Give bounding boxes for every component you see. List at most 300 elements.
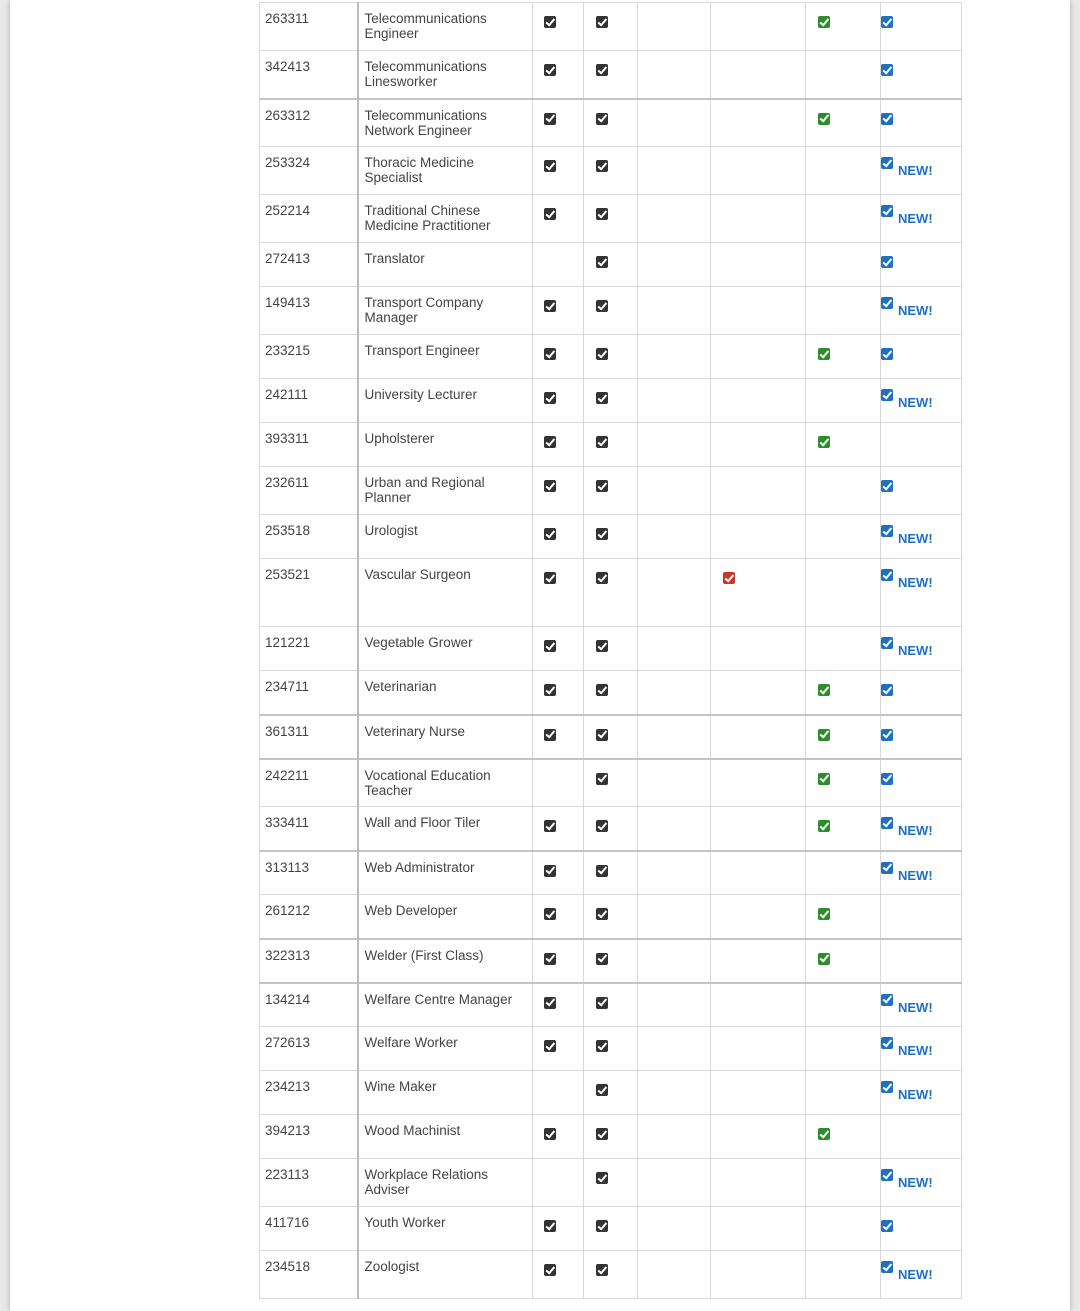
list-cell-c6 bbox=[881, 851, 962, 895]
list-cell-c4 bbox=[711, 983, 806, 1027]
occupation-title-line: Youth Worker bbox=[364, 1215, 446, 1230]
list-2-check-icon bbox=[596, 64, 608, 76]
list-cell-c1 bbox=[533, 1159, 584, 1207]
list-6-check-icon bbox=[881, 256, 893, 268]
list-cell-c4 bbox=[711, 1115, 806, 1159]
list-cell-c1 bbox=[533, 515, 584, 559]
list-cell-c4 bbox=[711, 467, 806, 515]
list-cell-c5 bbox=[806, 287, 881, 335]
table-row bbox=[260, 195, 962, 243]
list-cell-c1 bbox=[533, 423, 584, 467]
list-1-check-icon bbox=[544, 1128, 556, 1140]
list-cell-c2 bbox=[584, 99, 638, 147]
list-cell-c3 bbox=[638, 1027, 711, 1071]
occupation-title bbox=[358, 1251, 533, 1299]
occupation-code: 333411 bbox=[260, 807, 358, 851]
list-2-check-icon bbox=[596, 640, 608, 652]
table-row bbox=[260, 379, 962, 423]
list-cell-c2 bbox=[584, 895, 638, 939]
list-1-check-icon bbox=[544, 997, 556, 1009]
occupation-title-line: Translator bbox=[364, 251, 425, 266]
list-cell-c1 bbox=[533, 983, 584, 1027]
list-cell-c4 bbox=[711, 627, 806, 671]
table-row bbox=[260, 467, 962, 515]
list-cell-c1 bbox=[533, 939, 584, 983]
new-badge: NEW! bbox=[898, 643, 933, 658]
list-5-check-icon bbox=[818, 908, 830, 920]
list-1-check-icon bbox=[544, 1040, 556, 1052]
new-badge: NEW! bbox=[898, 1043, 933, 1058]
list-cell-c3 bbox=[638, 99, 711, 147]
list-cell-c2 bbox=[584, 335, 638, 379]
list-5-check-icon bbox=[818, 113, 830, 125]
occupation-title bbox=[358, 1207, 533, 1251]
list-cell-c3 bbox=[638, 671, 711, 715]
list-2-check-icon bbox=[596, 773, 608, 785]
list-1-check-icon bbox=[544, 572, 556, 584]
occupation-title-line: Welfare Centre Manager bbox=[364, 991, 513, 1007]
list-cell-c2 bbox=[584, 715, 638, 759]
occupation-title-line: Telecommunications bbox=[364, 11, 487, 26]
table-row bbox=[260, 287, 962, 335]
list-1-check-icon bbox=[544, 729, 556, 741]
occupation-title-line: Urban and Regional bbox=[364, 475, 485, 490]
list-6-check-icon bbox=[881, 480, 893, 492]
list-5-check-icon bbox=[818, 16, 830, 28]
list-6-check-icon bbox=[881, 113, 893, 125]
table-row bbox=[260, 423, 962, 467]
list-6-check-icon bbox=[881, 297, 893, 309]
list-2-check-icon bbox=[596, 1084, 608, 1096]
list-2-check-icon bbox=[596, 480, 608, 492]
table-row bbox=[260, 559, 962, 627]
new-badge: NEW! bbox=[898, 395, 933, 410]
list-cell-c1 bbox=[533, 851, 584, 895]
occupation-code: 253324 bbox=[260, 147, 358, 195]
list-cell-c2 bbox=[584, 671, 638, 715]
list-cell-c6 bbox=[881, 1159, 962, 1207]
occupation-title-line: Teacher bbox=[364, 782, 413, 798]
list-cell-c4 bbox=[711, 559, 806, 627]
list-cell-c4 bbox=[711, 51, 806, 99]
occupation-code: 252214 bbox=[260, 195, 358, 243]
list-cell-c3 bbox=[638, 983, 711, 1027]
list-cell-c5 bbox=[806, 807, 881, 851]
list-2-check-icon bbox=[596, 1172, 608, 1184]
list-cell-c4 bbox=[711, 423, 806, 467]
list-1-check-icon bbox=[544, 640, 556, 652]
list-cell-c5 bbox=[806, 423, 881, 467]
occupation-title bbox=[358, 559, 533, 627]
table-row bbox=[260, 759, 962, 807]
list-cell-c5 bbox=[806, 1115, 881, 1159]
occupation-code: 272613 bbox=[260, 1027, 358, 1071]
occupation-code: 121221 bbox=[260, 627, 358, 671]
occupation-code: 361311 bbox=[260, 715, 358, 759]
occupation-code: 253521 bbox=[260, 559, 358, 627]
occupation-title-line: Planner bbox=[364, 490, 412, 505]
occupation-code: 233215 bbox=[260, 335, 358, 379]
list-cell-c2 bbox=[584, 627, 638, 671]
list-cell-c3 bbox=[638, 715, 711, 759]
table-row bbox=[260, 715, 962, 759]
list-cell-c6 bbox=[881, 1207, 962, 1251]
list-cell-c4 bbox=[711, 1159, 806, 1207]
table-row bbox=[260, 939, 962, 983]
new-badge: NEW! bbox=[898, 867, 933, 883]
list-cell-c4 bbox=[711, 851, 806, 895]
list-cell-c5 bbox=[806, 1207, 881, 1251]
list-cell-c5 bbox=[806, 671, 881, 715]
list-cell-c6 bbox=[881, 423, 962, 467]
list-1-check-icon bbox=[544, 1220, 556, 1232]
occupation-code: 242111 bbox=[260, 379, 358, 423]
list-cell-c6 bbox=[881, 807, 962, 851]
list-cell-c6 bbox=[881, 147, 962, 195]
list-2-check-icon bbox=[596, 1264, 608, 1276]
list-cell-c6 bbox=[881, 1071, 962, 1115]
occupation-title bbox=[358, 671, 533, 715]
table-row bbox=[260, 1027, 962, 1071]
occupation-title-line: Medicine Practitioner bbox=[364, 218, 491, 233]
occupation-title-line: Web Administrator bbox=[364, 859, 475, 875]
list-cell-c3 bbox=[638, 1159, 711, 1207]
list-cell-c4 bbox=[711, 671, 806, 715]
list-cell-c2 bbox=[584, 243, 638, 287]
list-cell-c2 bbox=[584, 759, 638, 807]
occupation-code: 263312 bbox=[260, 99, 358, 147]
list-2-check-icon bbox=[596, 528, 608, 540]
list-1-check-icon bbox=[544, 480, 556, 492]
occupation-title-line: Engineer bbox=[364, 26, 419, 41]
occupation-title bbox=[358, 515, 533, 559]
occupation-title bbox=[358, 627, 533, 671]
list-cell-c2 bbox=[584, 147, 638, 195]
list-cell-c4 bbox=[711, 1071, 806, 1115]
list-2-check-icon bbox=[596, 865, 608, 877]
list-cell-c2 bbox=[584, 1159, 638, 1207]
occupation-title-line: Network Engineer bbox=[364, 122, 472, 138]
occupation-title-line: Veterinarian bbox=[364, 679, 437, 694]
list-1-check-icon bbox=[544, 208, 556, 220]
occupation-title bbox=[358, 807, 533, 851]
list-2-check-icon bbox=[596, 820, 608, 832]
list-5-check-icon bbox=[818, 1128, 830, 1140]
list-2-check-icon bbox=[596, 908, 608, 920]
occupation-title-line: University Lecturer bbox=[364, 387, 478, 402]
occupation-code: 394213 bbox=[260, 1115, 358, 1159]
list-1-check-icon bbox=[544, 953, 556, 965]
list-2-check-icon bbox=[596, 113, 608, 125]
list-cell-c5 bbox=[806, 99, 881, 147]
new-badge: NEW! bbox=[898, 303, 933, 318]
occupation-code: 272413 bbox=[260, 243, 358, 287]
list-6-check-icon bbox=[881, 389, 893, 401]
occupation-title-line: Thoracic Medicine bbox=[364, 155, 475, 170]
occupation-title-line: Wine Maker bbox=[364, 1079, 437, 1094]
occupation-table-body bbox=[260, 3, 962, 1299]
list-cell-c3 bbox=[638, 1115, 711, 1159]
list-cell-c4 bbox=[711, 243, 806, 287]
new-badge: NEW! bbox=[898, 575, 933, 590]
list-cell-c1 bbox=[533, 379, 584, 423]
list-cell-c2 bbox=[584, 379, 638, 423]
list-cell-c4 bbox=[711, 379, 806, 423]
list-cell-c3 bbox=[638, 759, 711, 807]
list-2-check-icon bbox=[596, 1128, 608, 1140]
list-cell-c5 bbox=[806, 1071, 881, 1115]
table-row bbox=[260, 895, 962, 939]
list-cell-c4 bbox=[711, 939, 806, 983]
list-cell-c6 bbox=[881, 1251, 962, 1299]
list-cell-c3 bbox=[638, 515, 711, 559]
occupation-title bbox=[358, 939, 533, 983]
list-1-check-icon bbox=[544, 113, 556, 125]
list-cell-c6 bbox=[881, 939, 962, 983]
list-5-check-icon bbox=[818, 953, 830, 965]
list-6-check-icon bbox=[881, 157, 893, 169]
list-cell-c2 bbox=[584, 807, 638, 851]
list-1-check-icon bbox=[544, 820, 556, 832]
list-cell-c6 bbox=[881, 559, 962, 627]
list-cell-c5 bbox=[806, 627, 881, 671]
table-row bbox=[260, 243, 962, 287]
occupation-title bbox=[358, 335, 533, 379]
occupation-title bbox=[358, 147, 533, 195]
occupation-title bbox=[358, 851, 533, 895]
list-6-check-icon bbox=[881, 637, 893, 649]
list-cell-c2 bbox=[584, 1027, 638, 1071]
list-cell-c3 bbox=[638, 335, 711, 379]
list-cell-c1 bbox=[533, 1027, 584, 1071]
list-cell-c5 bbox=[806, 515, 881, 559]
occupation-title bbox=[358, 1071, 533, 1115]
page-card bbox=[10, 0, 1070, 1311]
occupation-title-line: Wall and Floor Tiler bbox=[364, 815, 481, 830]
occupation-title-line: Welder (First Class) bbox=[364, 947, 484, 963]
occupation-title bbox=[358, 195, 533, 243]
list-6-check-icon bbox=[881, 817, 893, 829]
list-2-check-icon bbox=[596, 208, 608, 220]
list-2-check-icon bbox=[596, 1220, 608, 1232]
occupation-title-line: Telecommunications bbox=[364, 59, 487, 74]
list-cell-c1 bbox=[533, 147, 584, 195]
list-1-check-icon bbox=[544, 300, 556, 312]
list-cell-c1 bbox=[533, 1115, 584, 1159]
occupation-title-line: Zoologist bbox=[364, 1259, 420, 1274]
list-cell-c1 bbox=[533, 807, 584, 851]
list-cell-c5 bbox=[806, 983, 881, 1027]
list-cell-c2 bbox=[584, 515, 638, 559]
list-cell-c2 bbox=[584, 983, 638, 1027]
list-cell-c2 bbox=[584, 851, 638, 895]
list-cell-c1 bbox=[533, 627, 584, 671]
occupation-title-line: Traditional Chinese bbox=[364, 203, 481, 218]
list-cell-c1 bbox=[533, 99, 584, 147]
new-badge: NEW! bbox=[898, 1087, 933, 1102]
occupation-title-line: Vascular Surgeon bbox=[364, 567, 471, 582]
table-row bbox=[260, 1251, 962, 1299]
list-cell-c2 bbox=[584, 1071, 638, 1115]
list-cell-c5 bbox=[806, 3, 881, 51]
new-badge: NEW! bbox=[898, 531, 933, 546]
list-6-check-icon bbox=[881, 16, 893, 28]
list-cell-c5 bbox=[806, 1159, 881, 1207]
list-1-check-icon bbox=[544, 348, 556, 360]
list-5-check-icon bbox=[818, 348, 830, 360]
occupation-code: 342413 bbox=[260, 51, 358, 99]
list-cell-c2 bbox=[584, 1251, 638, 1299]
table-row bbox=[260, 807, 962, 851]
occupation-title-line: Veterinary Nurse bbox=[364, 723, 466, 739]
list-cell-c6 bbox=[881, 715, 962, 759]
occupation-title-line: Adviser bbox=[364, 1182, 410, 1197]
list-5-check-icon bbox=[818, 820, 830, 832]
list-1-check-icon bbox=[544, 865, 556, 877]
list-cell-c1 bbox=[533, 671, 584, 715]
list-cell-c3 bbox=[638, 467, 711, 515]
occupation-title-line: Transport Engineer bbox=[364, 343, 480, 358]
occupation-code: 263311 bbox=[260, 3, 358, 51]
table-row bbox=[260, 671, 962, 715]
list-2-check-icon bbox=[596, 572, 608, 584]
list-6-check-icon bbox=[881, 569, 893, 581]
occupation-title bbox=[358, 983, 533, 1027]
occupation-code: 393311 bbox=[260, 423, 358, 467]
list-cell-c1 bbox=[533, 243, 584, 287]
list-cell-c1 bbox=[533, 1071, 584, 1115]
occupation-code: 234711 bbox=[260, 671, 358, 715]
list-cell-c6 bbox=[881, 99, 962, 147]
list-6-check-icon bbox=[881, 525, 893, 537]
list-2-check-icon bbox=[596, 160, 608, 172]
occupation-title-line: Telecommunications bbox=[364, 107, 487, 123]
occupation-code: 242211 bbox=[260, 759, 358, 807]
occupation-title-line: Upholsterer bbox=[364, 431, 435, 446]
list-2-check-icon bbox=[596, 997, 608, 1009]
table-row bbox=[260, 99, 962, 147]
list-cell-c6 bbox=[881, 335, 962, 379]
table-row bbox=[260, 983, 962, 1027]
occupation-title bbox=[358, 1027, 533, 1071]
list-cell-c1 bbox=[533, 1251, 584, 1299]
list-cell-c2 bbox=[584, 467, 638, 515]
list-6-check-icon bbox=[881, 862, 893, 874]
list-cell-c4 bbox=[711, 195, 806, 243]
table-row bbox=[260, 851, 962, 895]
list-cell-c5 bbox=[806, 467, 881, 515]
list-cell-c6 bbox=[881, 3, 962, 51]
list-4-check-icon bbox=[723, 572, 735, 584]
occupation-title-line: Welfare Worker bbox=[364, 1035, 458, 1050]
list-cell-c3 bbox=[638, 1071, 711, 1115]
list-cell-c4 bbox=[711, 99, 806, 147]
list-cell-c6 bbox=[881, 1115, 962, 1159]
occupation-code: 261212 bbox=[260, 895, 358, 939]
occupation-title bbox=[358, 1115, 533, 1159]
list-cell-c2 bbox=[584, 51, 638, 99]
occupation-title bbox=[358, 895, 533, 939]
list-6-check-icon bbox=[881, 64, 893, 76]
new-badge: NEW! bbox=[898, 1267, 933, 1282]
list-cell-c4 bbox=[711, 1027, 806, 1071]
list-cell-c1 bbox=[533, 195, 584, 243]
list-cell-c6 bbox=[881, 671, 962, 715]
list-cell-c5 bbox=[806, 335, 881, 379]
list-cell-c6 bbox=[881, 287, 962, 335]
list-cell-c1 bbox=[533, 335, 584, 379]
occupation-title-line: Vegetable Grower bbox=[364, 635, 473, 650]
list-cell-c3 bbox=[638, 627, 711, 671]
list-cell-c6 bbox=[881, 243, 962, 287]
list-cell-c2 bbox=[584, 939, 638, 983]
occupation-code: 411716 bbox=[260, 1207, 358, 1251]
list-cell-c6 bbox=[881, 195, 962, 243]
list-cell-c4 bbox=[711, 3, 806, 51]
list-cell-c6 bbox=[881, 627, 962, 671]
list-2-check-icon bbox=[596, 300, 608, 312]
occupation-title bbox=[358, 3, 533, 51]
list-1-check-icon bbox=[544, 160, 556, 172]
list-cell-c3 bbox=[638, 423, 711, 467]
occupation-title-line: Linesworker bbox=[364, 74, 438, 89]
occupation-title-line: Specialist bbox=[364, 170, 423, 185]
table-row bbox=[260, 1207, 962, 1251]
list-cell-c2 bbox=[584, 287, 638, 335]
list-5-check-icon bbox=[818, 729, 830, 741]
table-row bbox=[260, 1071, 962, 1115]
occupation-title bbox=[358, 379, 533, 423]
list-1-check-icon bbox=[544, 1264, 556, 1276]
list-6-check-icon bbox=[881, 1220, 893, 1232]
list-1-check-icon bbox=[544, 16, 556, 28]
occupation-title bbox=[358, 51, 533, 99]
list-5-check-icon bbox=[818, 684, 830, 696]
new-badge: NEW! bbox=[898, 1175, 933, 1190]
list-cell-c3 bbox=[638, 939, 711, 983]
list-cell-c6 bbox=[881, 1027, 962, 1071]
list-6-check-icon bbox=[881, 1169, 893, 1181]
occupation-title-line: Urologist bbox=[364, 523, 418, 538]
list-cell-c3 bbox=[638, 895, 711, 939]
list-6-check-icon bbox=[881, 1081, 893, 1093]
occupation-code: 313113 bbox=[260, 851, 358, 895]
list-cell-c5 bbox=[806, 195, 881, 243]
occupation-code: 234213 bbox=[260, 1071, 358, 1115]
list-cell-c5 bbox=[806, 715, 881, 759]
list-cell-c1 bbox=[533, 3, 584, 51]
list-cell-c5 bbox=[806, 559, 881, 627]
list-cell-c3 bbox=[638, 195, 711, 243]
list-cell-c3 bbox=[638, 1207, 711, 1251]
list-cell-c1 bbox=[533, 51, 584, 99]
occupation-code: 232611 bbox=[260, 467, 358, 515]
occupation-code: 149413 bbox=[260, 287, 358, 335]
list-5-check-icon bbox=[818, 773, 830, 785]
occupation-title-line: Wood Machinist bbox=[364, 1123, 461, 1138]
occupation-title bbox=[358, 99, 533, 147]
occupation-code: 253518 bbox=[260, 515, 358, 559]
list-5-check-icon bbox=[818, 436, 830, 448]
list-cell-c6 bbox=[881, 983, 962, 1027]
list-cell-c5 bbox=[806, 1251, 881, 1299]
list-6-check-icon bbox=[881, 1261, 893, 1273]
list-cell-c3 bbox=[638, 559, 711, 627]
list-2-check-icon bbox=[596, 729, 608, 741]
occupation-title bbox=[358, 467, 533, 515]
list-cell-c4 bbox=[711, 807, 806, 851]
table-row bbox=[260, 335, 962, 379]
